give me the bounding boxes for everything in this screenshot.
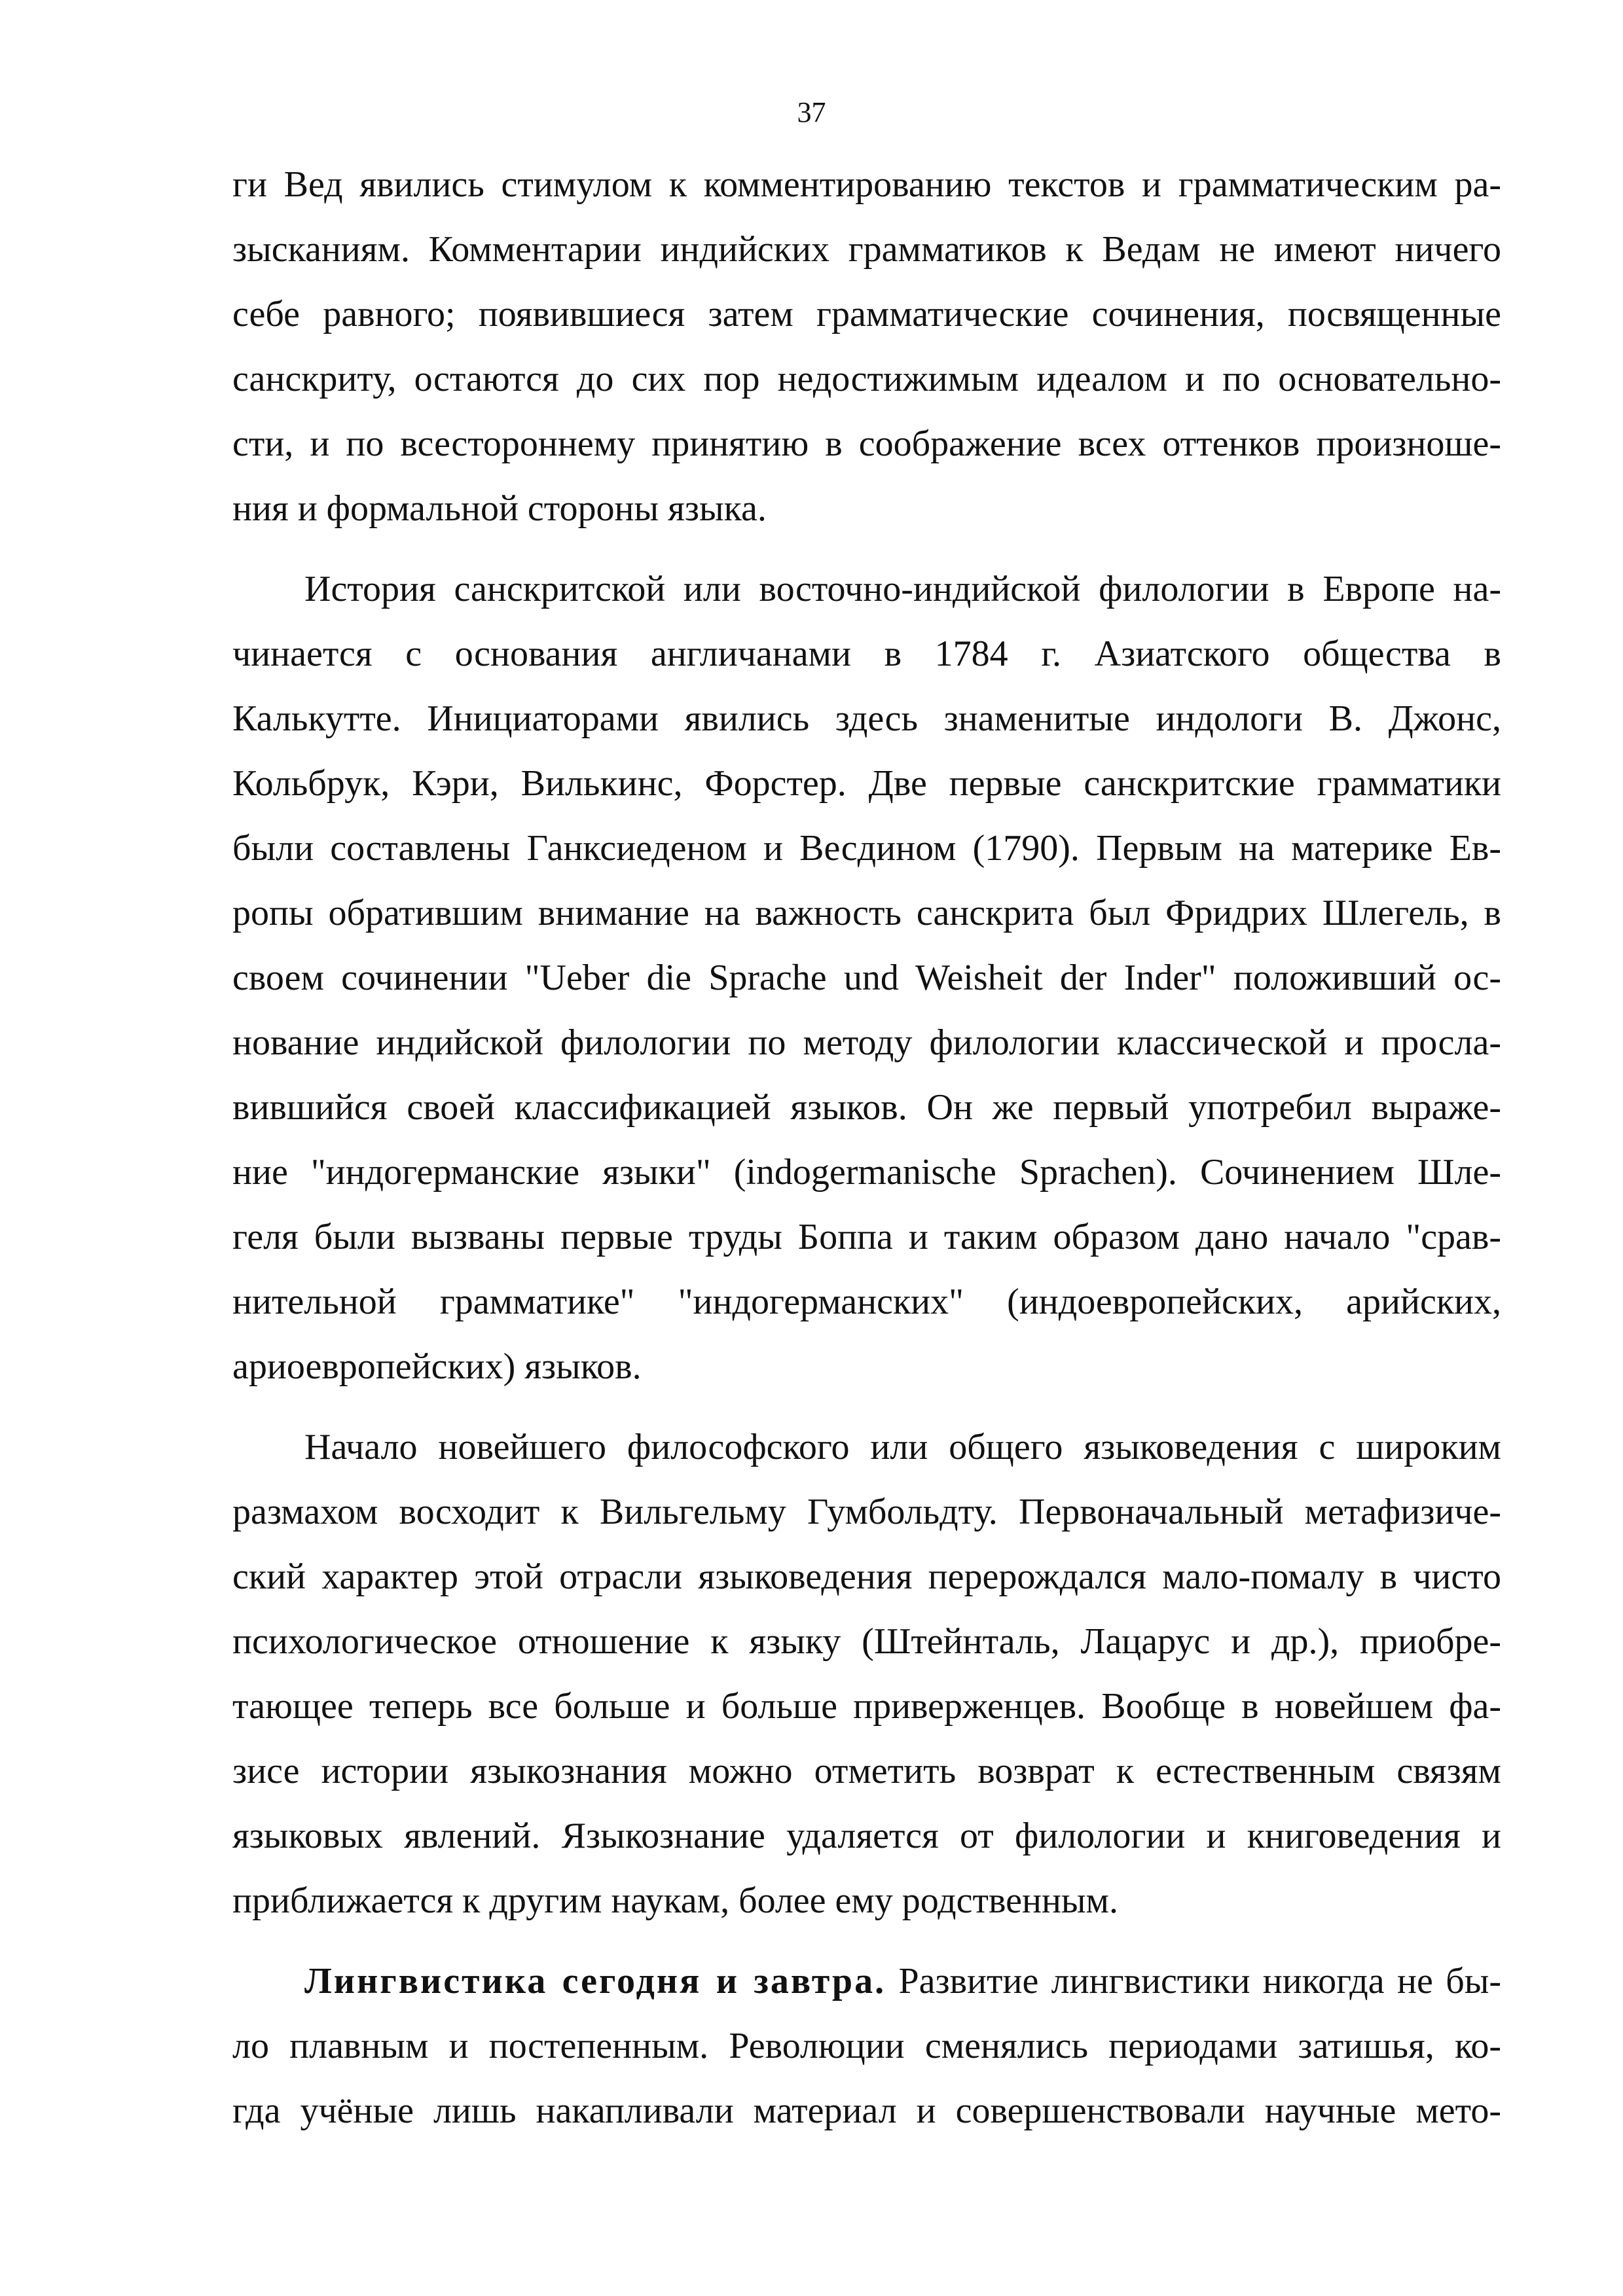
document-body [232, 152, 1501, 2159]
text-line: тающее теперь все больше и больше приверженцев. Вообще в новейшем фа- [232, 1686, 1501, 1727]
text-line: ло плавным и постепенным. Революции сменялись периодами затишья, ко- [232, 2026, 1501, 2066]
paragraph-4 [232, 1949, 1501, 2144]
section-heading: Лингвистика сегодня и завтра. [304, 1961, 886, 2001]
text-line: себе равного; появившиеся затем грамматические сочинения, посвященные [232, 294, 1501, 334]
text-line: сти, и по всестороннему принятию в соображение всех оттенков произноше- [232, 423, 1501, 464]
text-line: нование индийской филологии по методу филологии классической и просла- [232, 1022, 1501, 1063]
text-line: были составлены Ганксиеденом и Весдином (1790). Первым на материке Ев- [232, 828, 1501, 869]
text-line: психологическое отношение к языку (Штейнталь, Лацарус и др.), приобре- [232, 1621, 1501, 1662]
text-line: приближается к другим наукам, более ему родственным. [232, 1880, 1118, 1921]
text-line: языковых явлений. Языкознание удаляется от филологии и книговедения и [232, 1816, 1501, 1856]
text-line: геля были вызваны первые труды Боппа и таким образом дано начало "срав- [232, 1217, 1501, 1257]
text-line: ариоевропейских) языков. [232, 1346, 642, 1387]
text-line: ги Вед явились стимулом к комментированию текстов и грамматическим ра- [232, 164, 1501, 205]
text-line: зисе истории языкознания можно отметить возврат к естественным связям [232, 1751, 1501, 1791]
text-line: Начало новейшего философского или общего языковедения с широким [304, 1427, 1501, 1467]
text-line: санскриту, остаются до сих пор недостижимым идеалом и по основательно- [232, 359, 1501, 399]
paragraph-2 [232, 557, 1501, 1399]
text-line: История санскритской или восточно-индийской филологии в Европе на- [304, 569, 1501, 609]
text-line: ский характер этой отрасли языковедения перерождался мало-помалу в чисто [232, 1556, 1501, 1597]
text-line: гда учёные лишь накапливали материал и совершенствовали научные мето- [232, 2090, 1501, 2131]
text-line: Калькутте. Инициаторами явились здесь знаменитые индологи В. Джонс, [232, 698, 1501, 739]
text-line: ропы обратившим внимание на важность санскрита был Фридрих Шлегель, в [232, 893, 1501, 933]
text-line: размахом восходит к Вильгельму Гумбольдту. Первоначальный метафизиче- [232, 1492, 1501, 1532]
text-line: ния и формальной стороны языка. [232, 488, 767, 529]
paragraph-1 [232, 152, 1501, 541]
paragraph-3 [232, 1415, 1501, 1933]
text-run: Развитие лингвистики никогда не бы- [886, 1961, 1502, 2001]
text-line: чинается с основания англичанами в 1784 г. Азиатского общества в [232, 634, 1501, 674]
text-line: зысканиям. Комментарии индийских грамматиков к Ведам не имеют ничего [232, 229, 1501, 270]
text-line: своем сочинении "Ueber die Sprache und Weisheit der Inder" положивший ос- [232, 958, 1501, 998]
text-line [232, 1949, 1501, 2014]
page-number: 37 [797, 96, 826, 128]
text-line: Кольбрук, Кэри, Вилькинс, Форстер. Две первые санскритские грамматики [232, 763, 1501, 804]
text-line: нительной грамматике" "индогерманских" (индоевропейских, арийских, [232, 1282, 1501, 1322]
text-line: ние "индогерманские языки" (indogermanische Sprachen). Сочинением Шле- [232, 1152, 1501, 1193]
text-line: вившийся своей классификацией языков. Он же первый употребил выраже- [232, 1087, 1501, 1128]
